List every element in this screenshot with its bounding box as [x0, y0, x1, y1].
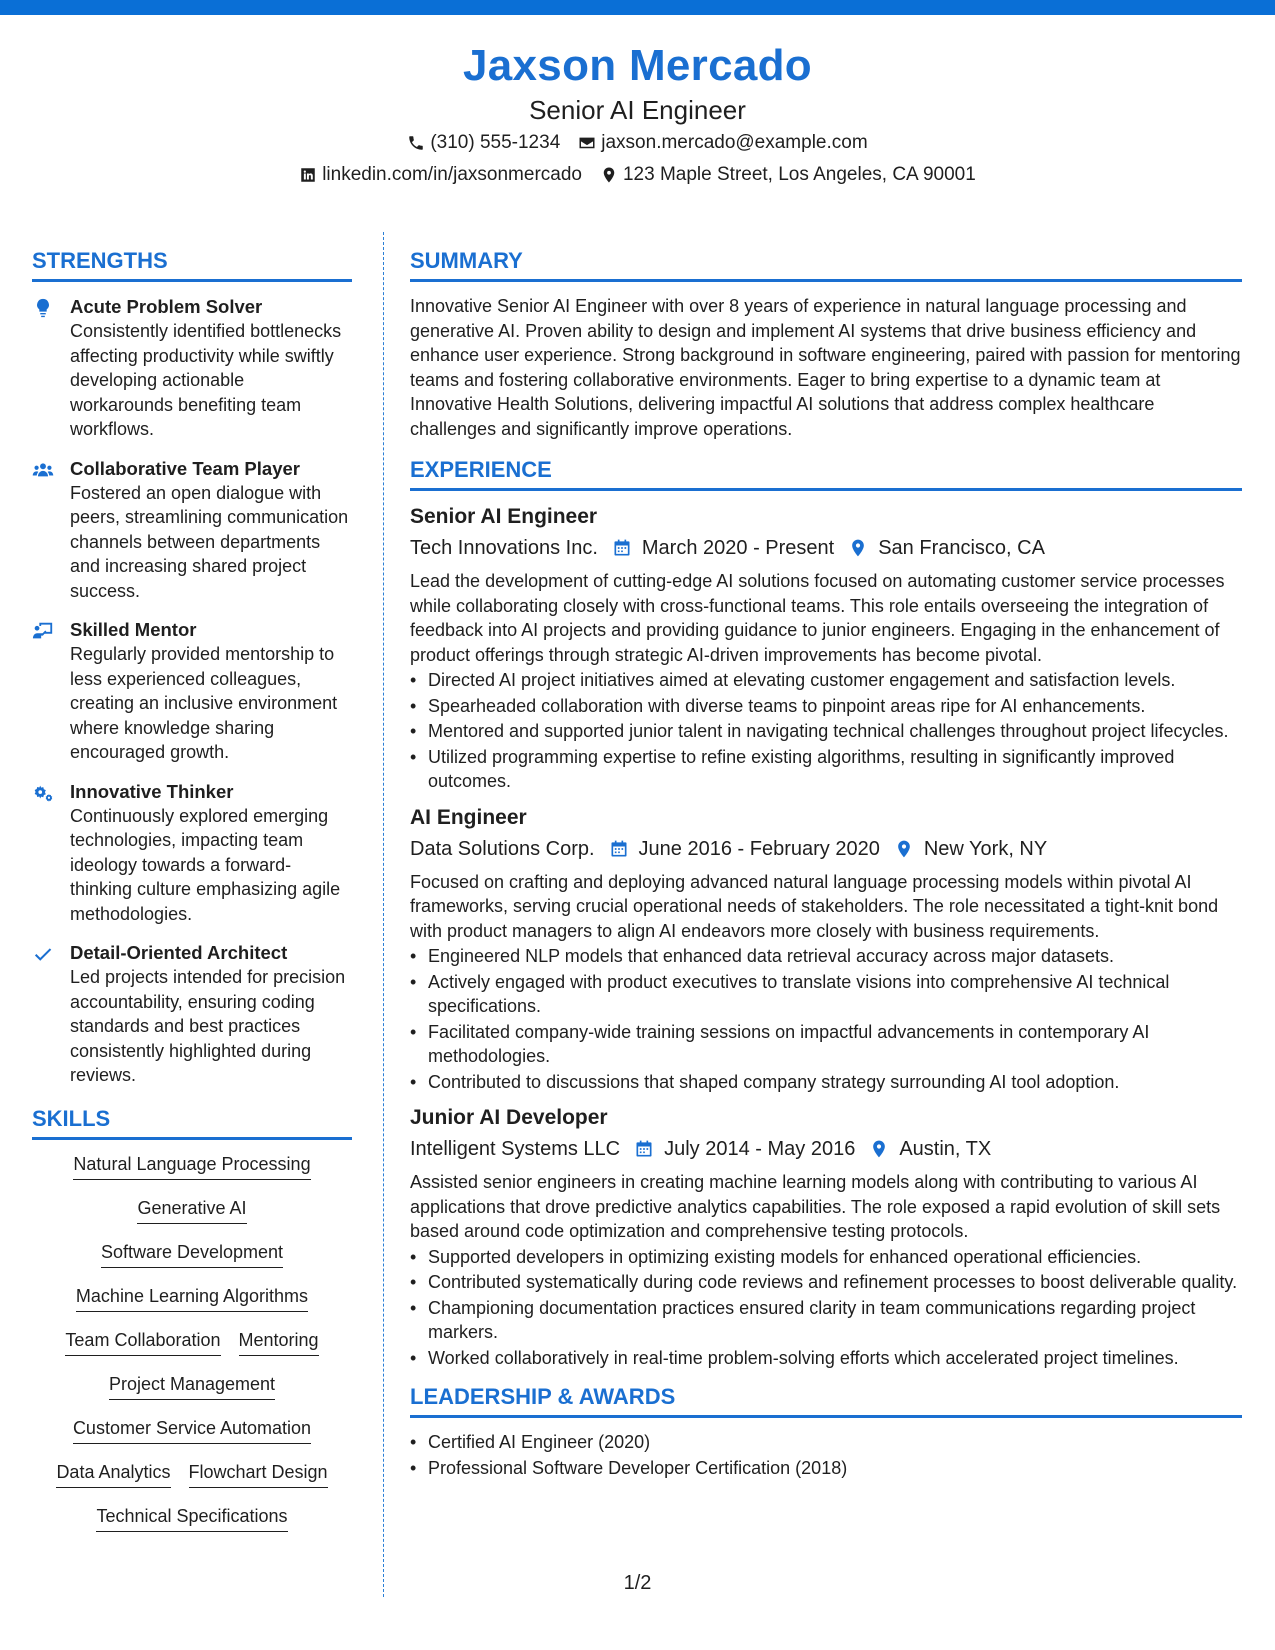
strength-item	[32, 294, 352, 442]
users-icon	[32, 459, 54, 481]
strength-item	[32, 617, 352, 765]
job-bullet: • Spearheaded collaboration with diverse teams to pinpoint areas ripe for AI enhancements.	[410, 694, 1242, 719]
linkedin-icon	[299, 166, 317, 184]
envelope-icon	[578, 134, 596, 152]
strength-description: Continuously explored emerging technologies, impacting team ideology towards a forward-thinking culture emphasizing agile methodologies.	[70, 805, 341, 924]
job-entry	[410, 1104, 1242, 1370]
strength-item	[32, 456, 352, 604]
job-company: Data Solutions Corp.	[410, 837, 595, 860]
job-location: San Francisco, CA	[878, 537, 1045, 559]
skill-tag: Natural Language Processing	[73, 1152, 310, 1180]
strength-title: Collaborative Team Player	[70, 457, 300, 479]
map-pin-icon	[600, 166, 618, 184]
calendar-icon	[612, 538, 632, 558]
job-description: Lead the development of cutting-edge AI solutions focused on automating customer service processes while collaborating closely with cross-functional teams. This role entails overseeing the integration of feedback into AI projects and providing guidance to junior engineers. Engaging in the enhancement of product offerings through strategic AI-driven improvements has become pivotal.	[410, 571, 1225, 665]
summary-heading: SUMMARY	[410, 246, 1242, 282]
phone-icon	[407, 134, 425, 152]
map-pin-icon	[894, 839, 914, 859]
job-bullet: • Contributed to discussions that shaped company strategy surrounding AI tool adoption.	[410, 1070, 1242, 1095]
job-bullet: • Directed AI project initiatives aimed at elevating customer engagement and satisfaction levels.	[410, 668, 1242, 693]
candidate-title: Senior AI Engineer	[529, 95, 746, 125]
job-bullet: • Contributed systematically during code reviews and refinement processes to boost deliverable quality.	[410, 1270, 1242, 1295]
top-accent-bar	[0, 0, 1275, 15]
job-bullet: • Supported developers in optimizing existing models for enhanced operational efficiencies.	[410, 1245, 1242, 1270]
skill-tag: Software Development	[101, 1240, 283, 1268]
job-bullet: • Worked collaboratively in real-time problem-solving efforts which accelerated project timelines.	[410, 1346, 1242, 1371]
checkmark-icon	[32, 943, 54, 965]
linkedin-text: linkedin.com/in/jaxsonmercado	[322, 164, 582, 185]
strength-description: Regularly provided mentorship to less experienced colleagues, creating an inclusive environment where knowledge sharing encouraged growth.	[70, 644, 338, 762]
map-pin-icon	[848, 538, 868, 558]
skills-list	[32, 1152, 352, 1532]
job-entry	[410, 804, 1242, 1095]
job-meta	[410, 533, 1242, 563]
job-bullet: • Facilitated company-wide training sessions on impactful advancements in contemporary AI methodologies.	[410, 1020, 1242, 1069]
contact-email[interactable]	[578, 130, 867, 156]
job-description: Focused on crafting and deploying advanced natural language processing models within pivotal AI frameworks, serving crucial operational needs of stakeholders. The role necessitated a tight-knit bond with product managers to align AI endeavors more closely with business requirements.	[410, 871, 1219, 941]
job-bullet: • Utilized programming expertise to refine existing algorithms, resulting in significantly improved outcomes.	[410, 745, 1242, 794]
contact-phone[interactable]	[407, 130, 560, 156]
job-dates: March 2020 - Present	[641, 537, 835, 559]
job-location: New York, NY	[923, 837, 1048, 860]
teacher-icon	[32, 620, 54, 642]
job-title: AI Engineer	[410, 805, 527, 829]
skill-tag: Customer Service Automation	[73, 1416, 311, 1444]
strength-title: Skilled Mentor	[70, 619, 197, 640]
strength-item	[32, 779, 352, 927]
skill-tag: Project Management	[109, 1372, 275, 1400]
experience-heading: EXPERIENCE	[410, 455, 1242, 491]
strength-title: Detail-Oriented Architect	[70, 942, 288, 963]
contact-row-primary	[0, 130, 1275, 156]
job-company: Tech Innovations Inc.	[410, 537, 598, 559]
summary-text: Innovative Senior AI Engineer with over 8 years of experience in natural language processing and generative AI. Proven ability to design and implement AI systems that drive business efficiency and enhance user experience. Strong background in software engineering, paired with passion for mentoring teams and fostering collaborative environments. Eager to bring expertise to a dynamic team at Innovative Health Solutions, delivering impactful AI solutions that address complex healthcare challenges and significantly improve operations.	[410, 296, 1241, 439]
job-meta	[410, 1134, 1242, 1164]
strength-title: Innovative Thinker	[70, 780, 234, 802]
job-bullet: • Championing documentation practices ensured clarity in team communications regarding project markers.	[410, 1296, 1242, 1345]
phone-text: (310) 555-1234	[430, 132, 561, 153]
strength-title: Acute Problem Solver	[70, 296, 263, 317]
contact-row-secondary	[0, 162, 1275, 188]
skills-heading: SKILLS	[32, 1104, 352, 1140]
job-dates: July 2014 - May 2016	[664, 1138, 856, 1160]
skill-tag: Generative AI	[137, 1196, 246, 1224]
award-item: • Certified AI Engineer (2020)	[410, 1430, 1242, 1455]
contact-linkedin[interactable]	[299, 162, 582, 188]
contact-address	[600, 162, 976, 188]
gears-icon	[32, 782, 54, 804]
job-description: Assisted senior engineers in creating machine learning models along with contributing to various AI applications that drove predictive analytics capabilities. The role exposed a rapid evolution of skill sets based around code optimization and comprehensive testing protocols.	[410, 1172, 1221, 1241]
leadership-list	[410, 1430, 1242, 1480]
job-dates: June 2016 - February 2020	[638, 837, 880, 860]
job-bullet: • Engineered NLP models that enhanced data retrieval accuracy across major datasets.	[410, 944, 1242, 969]
strength-item	[32, 940, 352, 1088]
strength-description: Fostered an open dialogue with peers, streamlining communication channels between departments and increasing shared project success.	[70, 482, 349, 601]
page-number: 1/2	[623, 1572, 652, 1594]
job-bullets	[410, 1245, 1242, 1371]
job-location: Austin, TX	[899, 1138, 992, 1160]
calendar-icon	[609, 839, 629, 859]
right-column	[410, 246, 1242, 1481]
job-title: Junior AI Developer	[410, 1106, 608, 1129]
strength-description: Led projects intended for precision accountability, ensuring coding standards and best practices consistently highlighted during reviews.	[70, 967, 346, 1085]
job-bullet: • Actively engaged with product executives to translate visions into comprehensive AI technical specifications.	[410, 970, 1242, 1019]
award-item: • Professional Software Developer Certification (2018)	[410, 1456, 1242, 1481]
strengths-heading: STRENGTHS	[32, 246, 352, 282]
strength-description: Consistently identified bottlenecks affecting productivity while swiftly developing actionable workarounds benefiting team workflows.	[70, 321, 342, 439]
job-bullets	[410, 668, 1242, 794]
job-bullets	[410, 944, 1242, 1094]
address-text: 123 Maple Street, Los Angeles, CA 90001	[622, 164, 976, 185]
skill-tag: Team Collaboration	[65, 1328, 220, 1356]
skill-tag: Flowchart Design	[189, 1460, 328, 1488]
email-text: jaxson.mercado@example.com	[601, 132, 868, 153]
left-column	[32, 246, 352, 1548]
job-company: Intelligent Systems LLC	[410, 1138, 621, 1160]
skill-tag: Data Analytics	[56, 1460, 170, 1488]
skill-tag: Mentoring	[239, 1328, 319, 1356]
candidate-name: Jaxson Mercado	[462, 41, 812, 90]
job-entry	[410, 503, 1242, 794]
leadership-heading: LEADERSHIP & AWARDS	[410, 1382, 1242, 1418]
job-bullet: • Mentored and supported junior talent in navigating technical challenges throughout project lifecycles.	[410, 719, 1242, 744]
map-pin-icon	[869, 1139, 889, 1159]
skill-tag: Technical Specifications	[96, 1504, 287, 1532]
skill-tag: Machine Learning Algorithms	[76, 1284, 308, 1312]
lightbulb-icon	[32, 297, 54, 319]
job-meta	[410, 834, 1242, 864]
column-divider	[383, 232, 384, 1597]
resume-header	[0, 40, 1275, 188]
calendar-icon	[634, 1139, 654, 1159]
job-title: Senior AI Engineer	[410, 505, 598, 528]
